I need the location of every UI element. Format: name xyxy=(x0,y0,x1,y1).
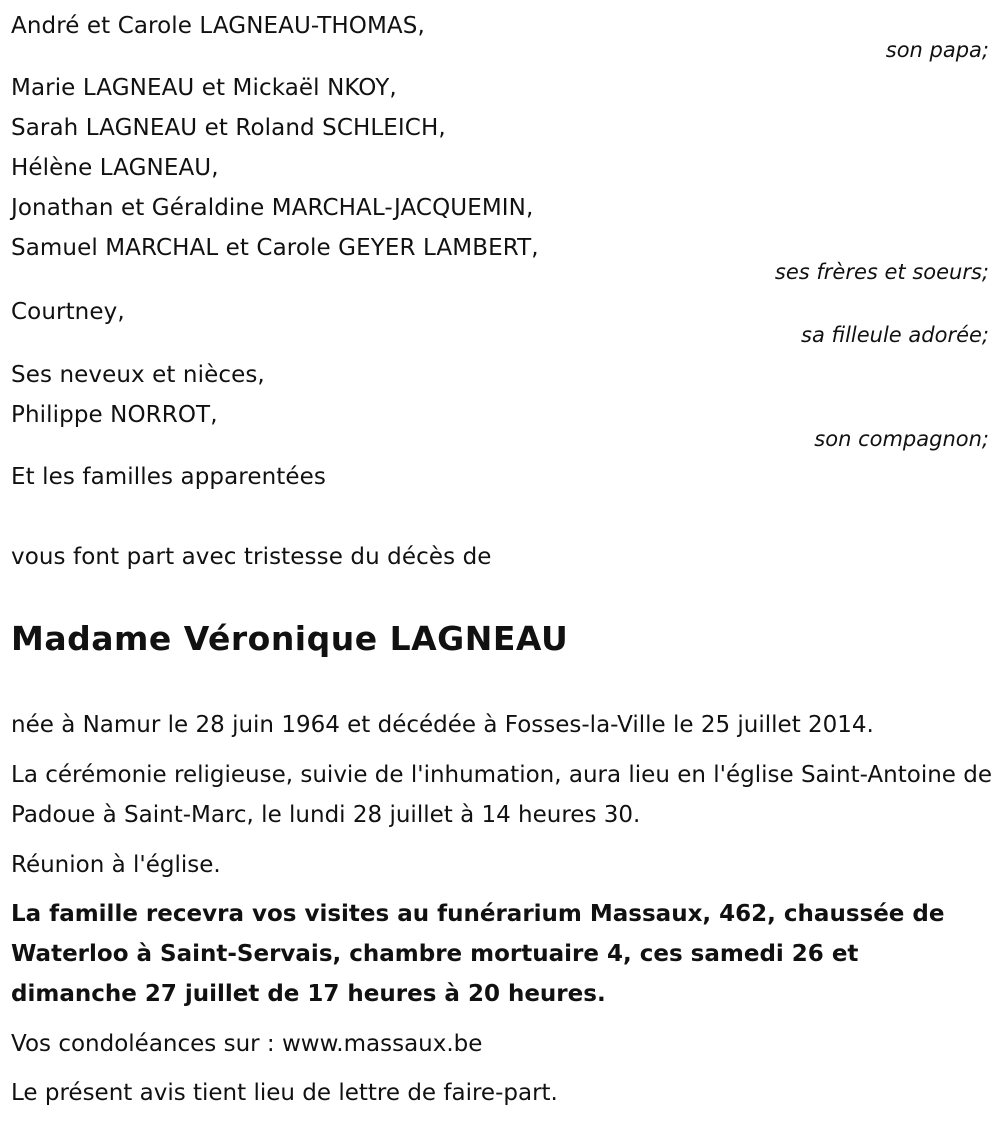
goddaughter-role: sa filleule adorée; xyxy=(801,323,989,347)
notice-text: Le présent avis tient lieu de lettre de faire-part. xyxy=(11,1080,558,1106)
related-families: Et les familles apparentées xyxy=(11,464,326,490)
birth-death-info: née à Namur le 28 juin 1964 et décédée à Fosses-la-Ville le 25 juillet 2014. xyxy=(11,712,874,738)
sibling-line: Jonathan et Géraldine MARCHAL-JACQUEMIN, xyxy=(11,195,534,221)
siblings-role: ses frères et soeurs; xyxy=(774,260,989,284)
sibling-line: Hélène LAGNEAU, xyxy=(11,155,219,181)
parents-role: son papa; xyxy=(885,38,989,62)
ceremony-info: La cérémonie religieuse, suivie de l'inhumation, aura lieu en l'église Saint-Antoine de Padoue à Saint-Marc, le lundi 28 juillet à 14 heures 30. xyxy=(11,762,992,828)
partner-name: Philippe NORROT, xyxy=(11,402,218,428)
sibling-line: Sarah LAGNEAU et Roland SCHLEICH, xyxy=(11,115,446,141)
condolences-info: Vos condoléances sur : www.massaux.be xyxy=(11,1031,483,1057)
visits-info: La famille recevra vos visites au funérarium Massaux, 462, chaussée de Waterloo à Saint-Servais, chambre mortuaire 4, ces samedi 26 et dimanche 27 juillet de 17 heures à 20 heures. xyxy=(11,901,945,1007)
announcement-text: vous font part avec tristesse du décès de xyxy=(11,544,492,570)
nephews-nieces: Ses neveux et nièces, xyxy=(11,362,265,388)
parents-names: André et Carole LAGNEAU-THOMAS, xyxy=(11,13,425,39)
sibling-line: Marie LAGNEAU et Mickaël NKOY, xyxy=(11,75,397,101)
partner-role: son compagnon; xyxy=(814,427,989,451)
goddaughter-name: Courtney, xyxy=(11,299,125,325)
sibling-line: Samuel MARCHAL et Carole GEYER LAMBERT, xyxy=(11,235,539,261)
deceased-name: Madame Véronique LAGNEAU xyxy=(11,619,569,658)
meeting-info: Réunion à l'église. xyxy=(11,852,221,878)
